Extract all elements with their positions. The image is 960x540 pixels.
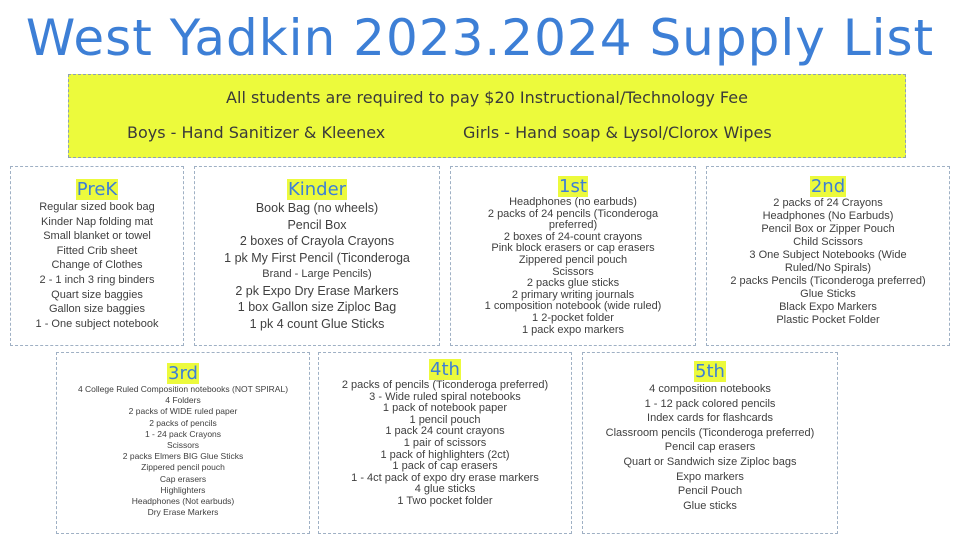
supply-item: 2 packs glue sticks xyxy=(526,277,620,290)
supply-item: Dry Erase Markers xyxy=(147,507,219,518)
grade-heading: 4th xyxy=(430,359,460,380)
supply-item: 1 - 4ct pack of expo dry erase markers xyxy=(351,471,539,484)
supply-item: 4 College Ruled Composition notebooks (NOT SPIRAL) xyxy=(77,384,289,394)
supply-item: Pink block erasers or cap erasers xyxy=(491,242,655,255)
grade-box-4th xyxy=(318,352,572,534)
supply-item: Scissors xyxy=(166,440,200,451)
fee-banner xyxy=(68,74,906,158)
supply-item: Ruled/No Spirals) xyxy=(784,262,872,274)
supply-item: 1 pencil pouch xyxy=(409,413,481,426)
supply-item: 3 - Wide ruled spiral notebooks xyxy=(369,390,521,403)
supply-item: Zippered pencil pouch xyxy=(518,253,628,266)
supply-item: Headphones (No Earbuds) xyxy=(762,210,894,222)
supply-item: Index cards for flashcards xyxy=(647,412,773,425)
supply-item: Headphones (no earbuds) xyxy=(509,196,637,208)
supply-item: Quart or Sandwich size Ziploc bags xyxy=(623,455,797,468)
supply-item: Plastic Pocket Folder xyxy=(776,314,880,326)
supply-item: Change of Clothes xyxy=(51,259,143,272)
supply-item: Quart size baggies xyxy=(51,288,143,301)
supply-item: Highlighters xyxy=(160,484,206,495)
supply-item: 1 pack of notebook paper xyxy=(382,402,508,415)
grade-box-kinder xyxy=(194,166,440,346)
supply-item: Expo markers xyxy=(676,470,744,483)
boys-requirement: Boys - Hand Sanitizer & Kleenex xyxy=(127,123,386,142)
supply-item: Scissors xyxy=(552,265,594,278)
supply-item: Pencil Box xyxy=(287,217,347,232)
supply-list xyxy=(707,197,949,327)
grade-box-2nd xyxy=(706,166,950,346)
girls-requirement: Girls - Hand soap & Lysol/Clorox Wipes xyxy=(463,123,772,142)
supply-item: 1 - One subject notebook xyxy=(35,317,159,330)
supply-item: 1 Two pocket folder xyxy=(397,494,493,507)
supply-item: 1 - 12 pack colored pencils xyxy=(644,397,776,410)
supply-item: 2 pk Expo Dry Erase Markers xyxy=(235,283,399,298)
grade-box-3rd xyxy=(56,352,310,534)
supply-item: 2 - 1 inch 3 ring binders xyxy=(39,273,155,286)
supply-item: 2 packs Pencils (Ticonderoga preferred) xyxy=(730,275,926,287)
supply-item: Child Scissors xyxy=(793,236,863,248)
supply-list xyxy=(11,200,183,331)
supply-item: 1 pack of highlighters (2ct) xyxy=(380,448,510,461)
supply-item: Gallon size baggies xyxy=(48,303,145,316)
supply-item: Book Bag (no wheels) xyxy=(255,201,379,215)
supply-list xyxy=(319,380,571,508)
supply-item: 2 packs of 24 Crayons xyxy=(773,197,883,209)
supply-item: Black Expo Markers xyxy=(779,301,877,313)
supply-item: Small blanket or towel xyxy=(43,230,151,243)
supply-list xyxy=(451,197,695,336)
grade-heading: 5th xyxy=(695,361,725,382)
grade-heading: Kinder xyxy=(287,179,347,200)
supply-item: 1 pack expo markers xyxy=(521,323,625,336)
supply-item: 4 Folders xyxy=(165,395,201,406)
supply-item: 1 pk My First Pencil (Ticonderoga xyxy=(224,250,410,265)
supply-item: 1 composition notebook (wide ruled) xyxy=(484,300,662,313)
supply-item: Fitted Crib sheet xyxy=(56,244,138,257)
supply-item: 1 pair of scissors xyxy=(403,436,487,449)
supply-item: Cap erasers xyxy=(159,473,207,484)
supply-item: Brand - Large Pencils) xyxy=(262,268,372,280)
supply-item: 1 pack of cap erasers xyxy=(392,460,498,473)
grade-box-prek xyxy=(10,166,184,346)
grade-heading: 3rd xyxy=(168,363,198,384)
supply-item: Regular sized book bag xyxy=(39,201,155,213)
supply-item: Classroom pencils (Ticonderoga preferred) xyxy=(605,426,815,439)
supply-item: 1 2-pocket folder xyxy=(532,311,614,324)
supply-item: 2 packs Elmers BIG Glue Sticks xyxy=(122,451,244,462)
supply-item: Glue Sticks xyxy=(800,288,856,300)
supply-item: Kinder Nap folding mat xyxy=(41,215,153,228)
supply-item: 2 packs of WIDE ruled paper xyxy=(128,406,238,417)
supply-item: 3 One Subject Notebooks (Wide xyxy=(749,249,907,261)
supply-item: 4 glue sticks xyxy=(414,483,476,496)
supply-item: Pencil cap erasers xyxy=(664,441,756,454)
supply-item: 1 box Gallon size Ziploc Bag xyxy=(237,300,397,314)
supply-item: 2 packs of pencils (Ticonderoga preferred) xyxy=(341,379,549,391)
supply-item: Pencil Pouch xyxy=(677,485,743,498)
supply-list xyxy=(57,384,309,518)
supply-item: Zippered pencil pouch xyxy=(141,462,225,473)
grade-heading: 2nd xyxy=(810,176,846,197)
supply-item: preferred) xyxy=(548,219,598,232)
supply-item: 2 boxes of Crayola Crayons xyxy=(239,234,395,248)
supply-list xyxy=(195,200,439,332)
supply-item: 2 boxes of 24-count crayons xyxy=(503,230,643,243)
grade-box-1st xyxy=(450,166,696,346)
grade-heading: 1st xyxy=(559,176,587,197)
page-title: West Yadkin 2023.2024 Supply List xyxy=(25,9,935,67)
grade-heading: PreK xyxy=(76,179,118,200)
supply-item: 2 packs of 24 pencils (Ticonderoga xyxy=(487,207,659,220)
supply-item: 1 pk 4 count Glue Sticks xyxy=(249,316,385,331)
grade-box-5th xyxy=(582,352,838,534)
supply-item: Pencil Box or Zipper Pouch xyxy=(761,223,895,235)
supply-item: 2 packs of pencils xyxy=(149,417,217,428)
supply-item: 2 primary writing journals xyxy=(511,288,635,301)
supply-item: Headphones (Not earbuds) xyxy=(131,496,235,507)
supply-list xyxy=(583,382,837,513)
supply-item: Glue sticks xyxy=(683,499,737,512)
supply-item: 1 pack 24 count crayons xyxy=(385,425,505,438)
fee-notice: All students are required to pay $20 Instructional/Technology Fee xyxy=(226,88,748,107)
supply-item: 4 composition notebooks xyxy=(649,383,771,395)
supply-item: 1 - 24 pack Crayons xyxy=(144,428,222,439)
